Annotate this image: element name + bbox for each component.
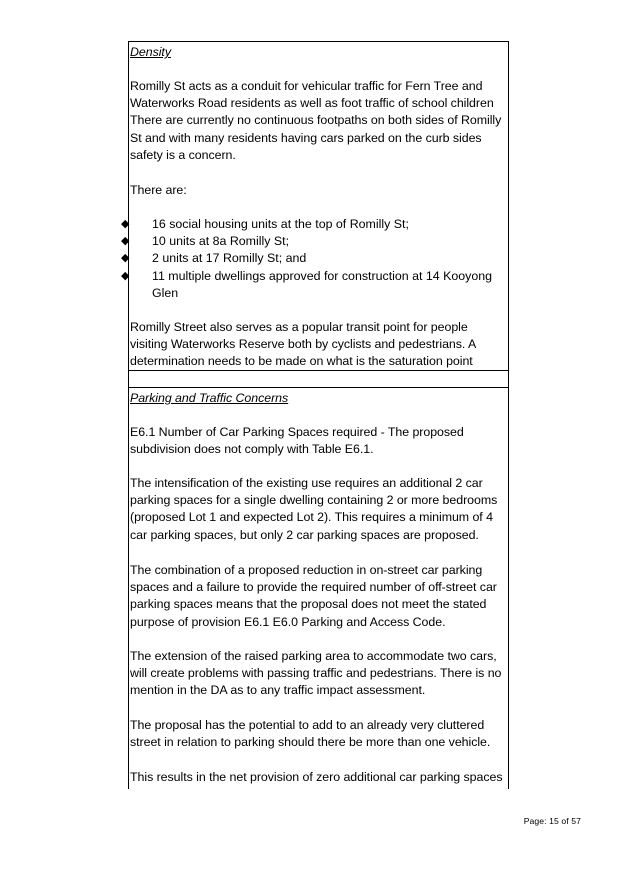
parking-paragraph-6: This results in the net provision of zero additional car parking spaces [130, 770, 503, 784]
list-item: ◆ 10 units at 8a Romilly St; [129, 233, 508, 250]
parking-paragraph-2: The intensification of the existing use requires an additional 2 car parking spaces for a single dwelling containing 2 or more bedrooms (proposed Lot 1 and expected Lot 2). This requires a minimum of 4 car parking spaces, but only 2 car parking spaces are proposed. [130, 476, 498, 542]
bullet-icon: ◆ [121, 218, 130, 230]
density-section [121, 42, 508, 371]
parking-paragraph-5: The proposal has the potential to add to an already very cluttered street in relation to parking should there be more than one vehicle. [130, 718, 491, 750]
bullet-icon: ◆ [121, 252, 130, 265]
parking-section [129, 389, 508, 789]
parking-paragraph-3: The combination of a proposed reduction in on-street car parking spaces and a failure to provide the required number of off-street car parking spaces means that the proposal does not meet the stated purpose of provision E6.1 E6.0 Parking and Access Code. [130, 563, 497, 629]
density-bullet-list [121, 216, 508, 302]
parking-heading: Parking and Traffic Concerns [130, 391, 289, 405]
density-intro: There are: [130, 183, 187, 197]
list-item: ◆ 11 multiple dwellings approved for construction at 14 Kooyong Glen [121, 268, 493, 300]
list-item: ◆ 2 units at 17 Romilly St; and [129, 250, 508, 267]
list-item: ◆ 16 social housing units at the top of Romilly St; [129, 216, 508, 233]
page-number: Page: 15 of 57 [523, 816, 581, 826]
bullet-icon: ◆ [121, 269, 130, 282]
density-heading: Density [130, 45, 171, 59]
bullet-icon: ◆ [121, 235, 130, 248]
document-table [121, 41, 509, 789]
table-spacer-row [129, 371, 508, 388]
parking-paragraph-1: E6.1 Number of Car Parking Spaces required - The proposed subdivision does not comply with Table E6.1. [130, 425, 464, 457]
density-paragraph-2: Romilly Street also serves as a popular transit point for people visiting Waterworks Reserve both by cyclists and pedestrians. A determination needs to be made on what is the saturation point [130, 320, 476, 369]
parking-paragraph-4: The extension of the raised parking area to accommodate two cars, will create problems with passing traffic and pedestrians. There is no mention in the DA as to any traffic impact assessment. [130, 649, 502, 698]
density-paragraph-1: Romilly St acts as a conduit for vehicular traffic for Fern Tree and Waterworks Road residents as well as foot traffic of school children There are currently no continuous footpaths on both sides of Romilly St and with many residents having cars parked on the curb sides safety is a concern. [130, 79, 502, 162]
